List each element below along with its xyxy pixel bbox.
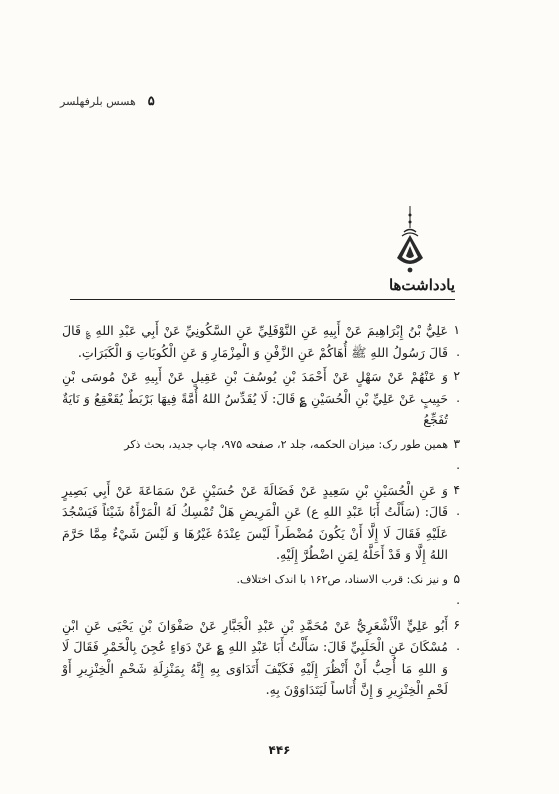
endnote: [62, 480, 460, 566]
section-divider: [70, 299, 455, 300]
ornament-vignette-icon: [393, 206, 427, 278]
endnote-number: ۳ .: [453, 436, 460, 472]
endnote: [62, 434, 460, 477]
section-title: یادداشت‌ها: [388, 276, 455, 294]
running-header: [60, 94, 453, 109]
endnote-text: همین طور رک: میزان الحکمه، جلد ۲، صفحه ۹۷۵، چاپ جدید، بحث ذکر: [124, 437, 448, 451]
endnote: [62, 615, 460, 701]
endnote-text: وَ عَنْهُمْ عَنْ سَهْلٍ عَنْ أَحْمَدَ بْنِ يُوسُفَ بْنِ عَقِيلٍ عَنْ أَبِيهِ عَنْ مُوسَى بْنِ حَبِيبٍ عَنْ عَلِيِّ بْنِ الْحُسَيْنِ ؏ قَالَ: لَا يُقَدِّسُ اللهُ أُمَّةً فِيهَا بَرْبَطٌ يُقَعْقِعُ وَ نَايَةٌ تُفَجِّعُ: [62, 369, 448, 427]
endnote: [62, 569, 460, 612]
page-number: ۴۴۶: [268, 743, 291, 757]
endnote-text: وَ عَنِ الْحُسَيْنِ بْنِ سَعِيدٍ عَنْ فَضَالَةَ عَنْ حُسَيْنٍ عَنْ سَمَاعَةَ عَنْ أَبِي بَصِيرٍ قَالَ: (سَأَلْتُ أَبَا عَبْدِ اللهِ ع) عَنِ الْمَرِيضِ هَلْ تُمْسِكُ لَهُ الْمَرْأَةُ شَيْئاً فَيَسْجُدَ عَلَيْهِ فَقَالَ لَا إِلَّا أَنْ يَكُونَ مُضْطَراً لَيْسَ عِنْدَهُ غَيْرُهَا وَ لَيْسَ شَيْءٌ مِمَّا حَرَّمَ اللهُ إِلَّا وَ قَدْ أَحَلَّهُ لِمَنِ اضْطُرَّ إِلَيْهِ.: [62, 482, 448, 562]
endnote: [62, 320, 460, 363]
endnote-number: ۱ .: [453, 323, 460, 359]
endnote-number: ۲ .: [453, 369, 460, 405]
header-page-marker: ۵: [147, 94, 155, 109]
endnote-text: أَبُو عَلِيٍّ الْأَشْعَرِيُّ عَنْ مُحَمَّدِ بْنِ عَبْدِ الْجَبَّارِ عَنْ صَفْوَانَ بْنِ يَحْيَى عَنِ ابْنِ مُسْكَانَ عَنِ الْحَلَبِيِّ قَالَ: سَأَلْتُ أَبَا عَبْدِ اللهِ ؏ عَنْ دَوَاءٍ عُجِنَ بِالْخَمْرِ فَقَالَ لَا وَ اللهِ مَا أُحِبُّ أَنْ أَنْظُرَ إِلَيْهِ فَكَيْفَ أَتَدَاوَى بِهِ إِنَّهُ بِمَنْزِلَةِ شَحْمِ الْخِنْزِيرِ أَوْ لَحْمِ الْخِنْزِيرِ وَ إِنَّ أُنَاساً لَيَتَدَاوَوْنَ بِهِ.: [62, 617, 448, 697]
endnote-number: ۶ .: [453, 617, 460, 653]
endnote-text: عَلِيُّ بْنُ إِبْرَاهِيمَ عَنْ أَبِيهِ عَنِ النَّوْفَلِيِّ عَنِ السَّكُونِيِّ عَنْ أَبِي عَبْدِ اللهِ ؏ قَالَ قَالَ رَسُولُ اللهِ ﷺ أُهَاكُمْ عَنِ الزَّفْنِ وَ الْمِزْمَارِ وَ عَنِ الْكُوبَاتِ وَ الْكَبَرَاتِ.: [62, 323, 448, 360]
endnotes-list: [62, 320, 460, 704]
endnote-number: ۴ .: [453, 482, 460, 518]
endnote-text: و نیز نک: قرب الاسناد، ص۱۶۲ با اندک اختلاف.: [236, 572, 448, 586]
endnote: [62, 366, 460, 431]
header-running-title: هسس بلرفهلسر: [60, 95, 136, 108]
endnote-number: ۵ .: [453, 571, 460, 607]
